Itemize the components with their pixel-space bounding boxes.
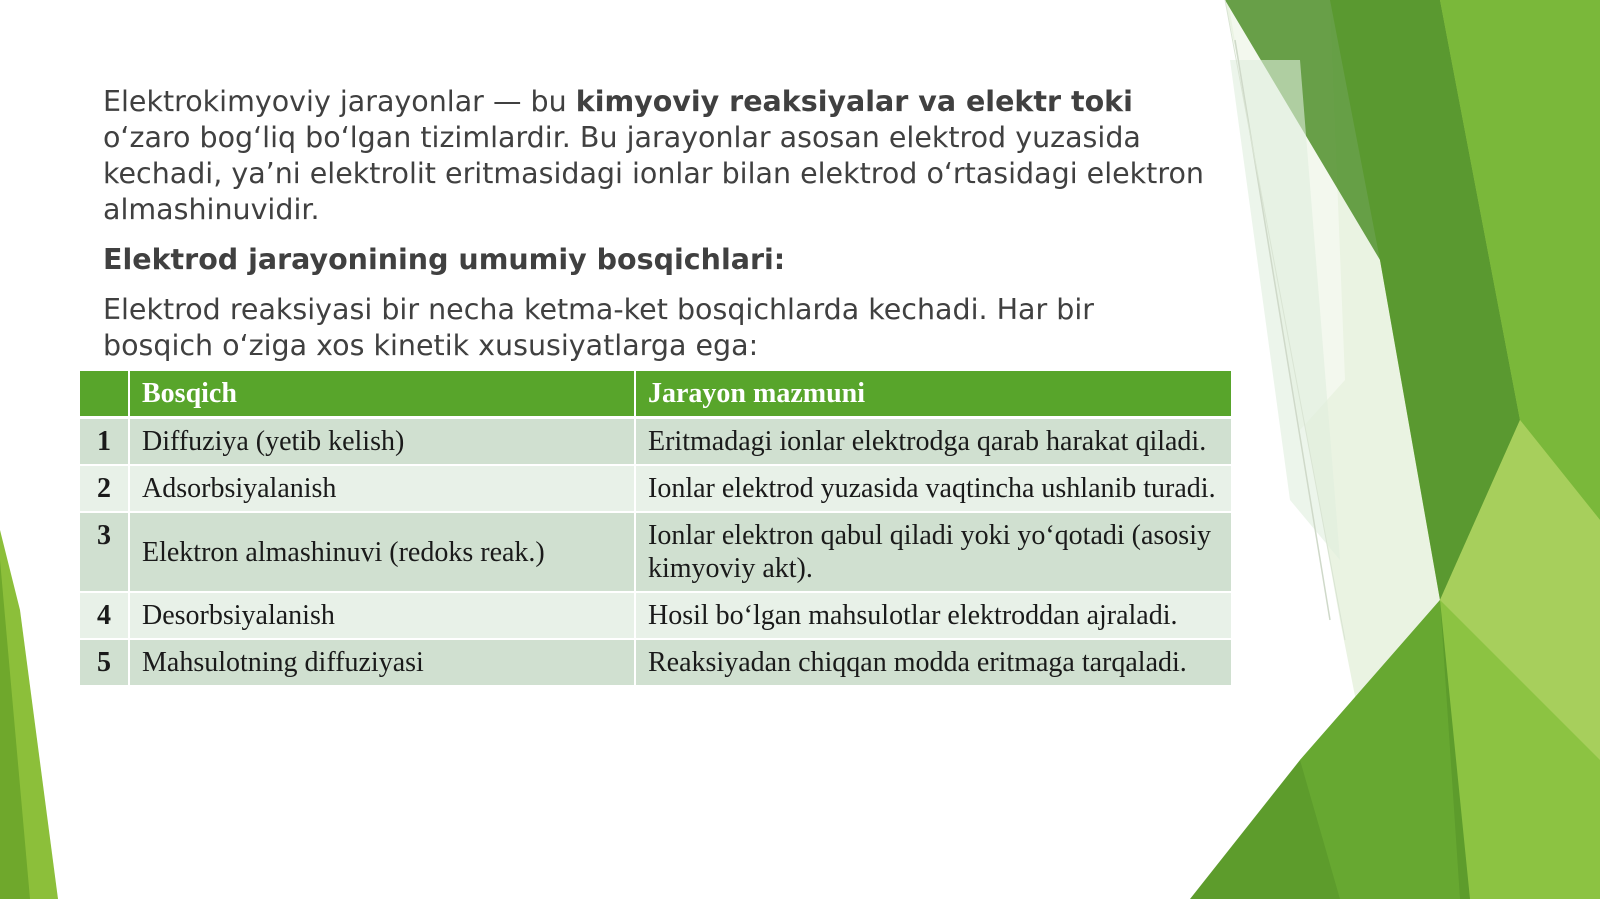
row-number: 5 [80, 639, 129, 685]
row-stage: Desorbsiyalanish [129, 592, 635, 639]
row-description: Eritmadagi ionlar elektrodga qarab harakat qiladi. [635, 418, 1231, 466]
lead-paragraph: Elektrod reaksiyasi bir necha ketma-ket bosqichlarda kechadi. Har bir bosqich o‘ziga xos kinetik xususiyatlarga ega: [103, 293, 1095, 362]
section-heading: Elektrod jarayonining umumiy bosqichlari: [103, 243, 786, 276]
row-number: 2 [80, 465, 129, 512]
row-stage: Mahsulotning diffuziyasi [129, 639, 635, 685]
row-stage: Diffuziya (yetib kelish) [129, 418, 635, 466]
row-number: 1 [80, 418, 129, 466]
intro-text-1: Elektrokimyoviy jarayonlar — bu [103, 85, 576, 118]
intro-paragraph [103, 84, 1213, 228]
table-row [80, 512, 1231, 592]
header-stage: Bosqich [129, 371, 635, 418]
steps-table [80, 371, 1231, 685]
text-content [103, 84, 1213, 364]
row-stage: Adsorbsiyalanish [129, 465, 635, 512]
row-description: Reaksiyadan chiqqan modda eritmaga tarqaladi. [635, 639, 1231, 685]
row-description: Ionlar elektrod yuzasida vaqtincha ushlanib turadi. [635, 465, 1231, 512]
header-number [80, 371, 129, 418]
intro-text-2: o‘zaro bog‘liq bo‘lgan tizimlardir. Bu jarayonlar asosan elektrod yuzasida kechadi, ya’ni elektrolit eritmasidagi ionlar bilan elektrod o‘rtasidagi elektron almashinuvidir. [103, 121, 1204, 226]
row-description: Hosil bo‘lgan mahsulotlar elektroddan ajraladi. [635, 592, 1231, 639]
row-stage: Elektron almashinuvi (redoks reak.) [129, 512, 635, 592]
row-number: 4 [80, 592, 129, 639]
row-number: 3 [80, 512, 129, 592]
table-row [80, 418, 1231, 466]
table-row [80, 639, 1231, 685]
table-header-row [80, 371, 1231, 418]
row-description: Ionlar elektron qabul qiladi yoki yo‘qotadi (asosiy kimyoviy akt). [635, 512, 1231, 592]
table-row [80, 592, 1231, 639]
table-row [80, 465, 1231, 512]
intro-bold-text: kimyoviy reaksiyalar va elektr toki [575, 85, 1133, 118]
header-description: Jarayon mazmuni [635, 371, 1231, 418]
